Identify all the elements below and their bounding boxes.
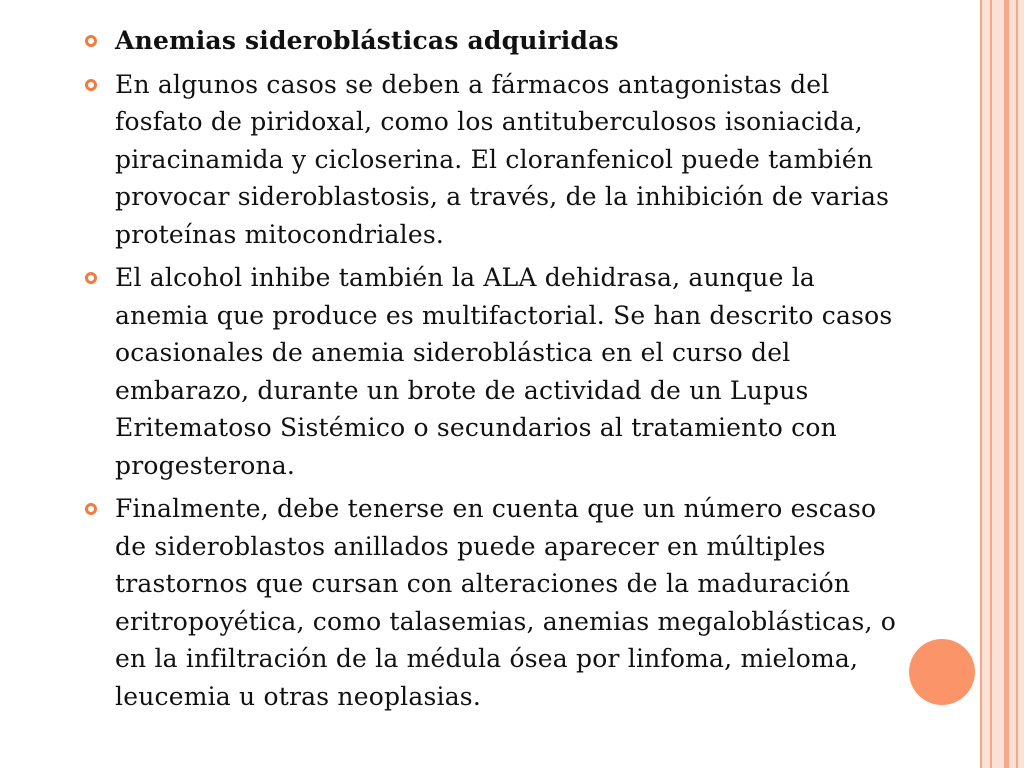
bullet-item xyxy=(83,490,903,715)
bullet-text: Finalmente, debe tenerse en cuenta que un número escaso de sideroblastos anillados puede aparecer en múltiples trastornos que cursan con alteraciones de la maduración eritropoyética, como talasemias, anemias megaloblásticas, o en la infiltración de la médula ósea por linfoma, mieloma, leucemia u otras neoplasias. xyxy=(115,494,897,711)
bullet-ring-icon xyxy=(85,79,97,91)
bullet-item xyxy=(83,259,903,484)
decorative-stripe xyxy=(1004,0,1009,768)
bullet-ring-icon xyxy=(85,272,97,284)
decorative-stripe xyxy=(990,0,992,768)
bullet-text: En algunos casos se deben a fármacos antagonistas del fosfato de piridoxal, como los antituberculosos isoniacida, piracinamida y cicloserina. El cloranfenicol puede también provocar sideroblastosis, a través, de la inhibición de varias proteínas mitocondriales. xyxy=(115,69,890,249)
decorative-stripe xyxy=(1016,0,1018,768)
bullet-list xyxy=(83,22,903,721)
bullet-ring-icon xyxy=(85,35,97,47)
bullet-text: El alcohol inhibe también la ALA dehidrasa, aunque la anemia que produce es multifactorial. Se han descrito casos ocasionales de anemia sideroblástica en el curso del embarazo, durante un brote de actividad de un Lupus Eritematoso Sistémico o secundarios al tratamiento con progesterona. xyxy=(115,263,893,480)
decorative-stripe xyxy=(980,0,982,768)
bullet-ring-icon xyxy=(85,503,97,515)
bullet-heading: Anemias sideroblásticas adquiridas xyxy=(115,26,619,55)
bullet-item xyxy=(83,22,903,60)
decorative-circle xyxy=(909,639,975,705)
bullet-item xyxy=(83,66,903,254)
